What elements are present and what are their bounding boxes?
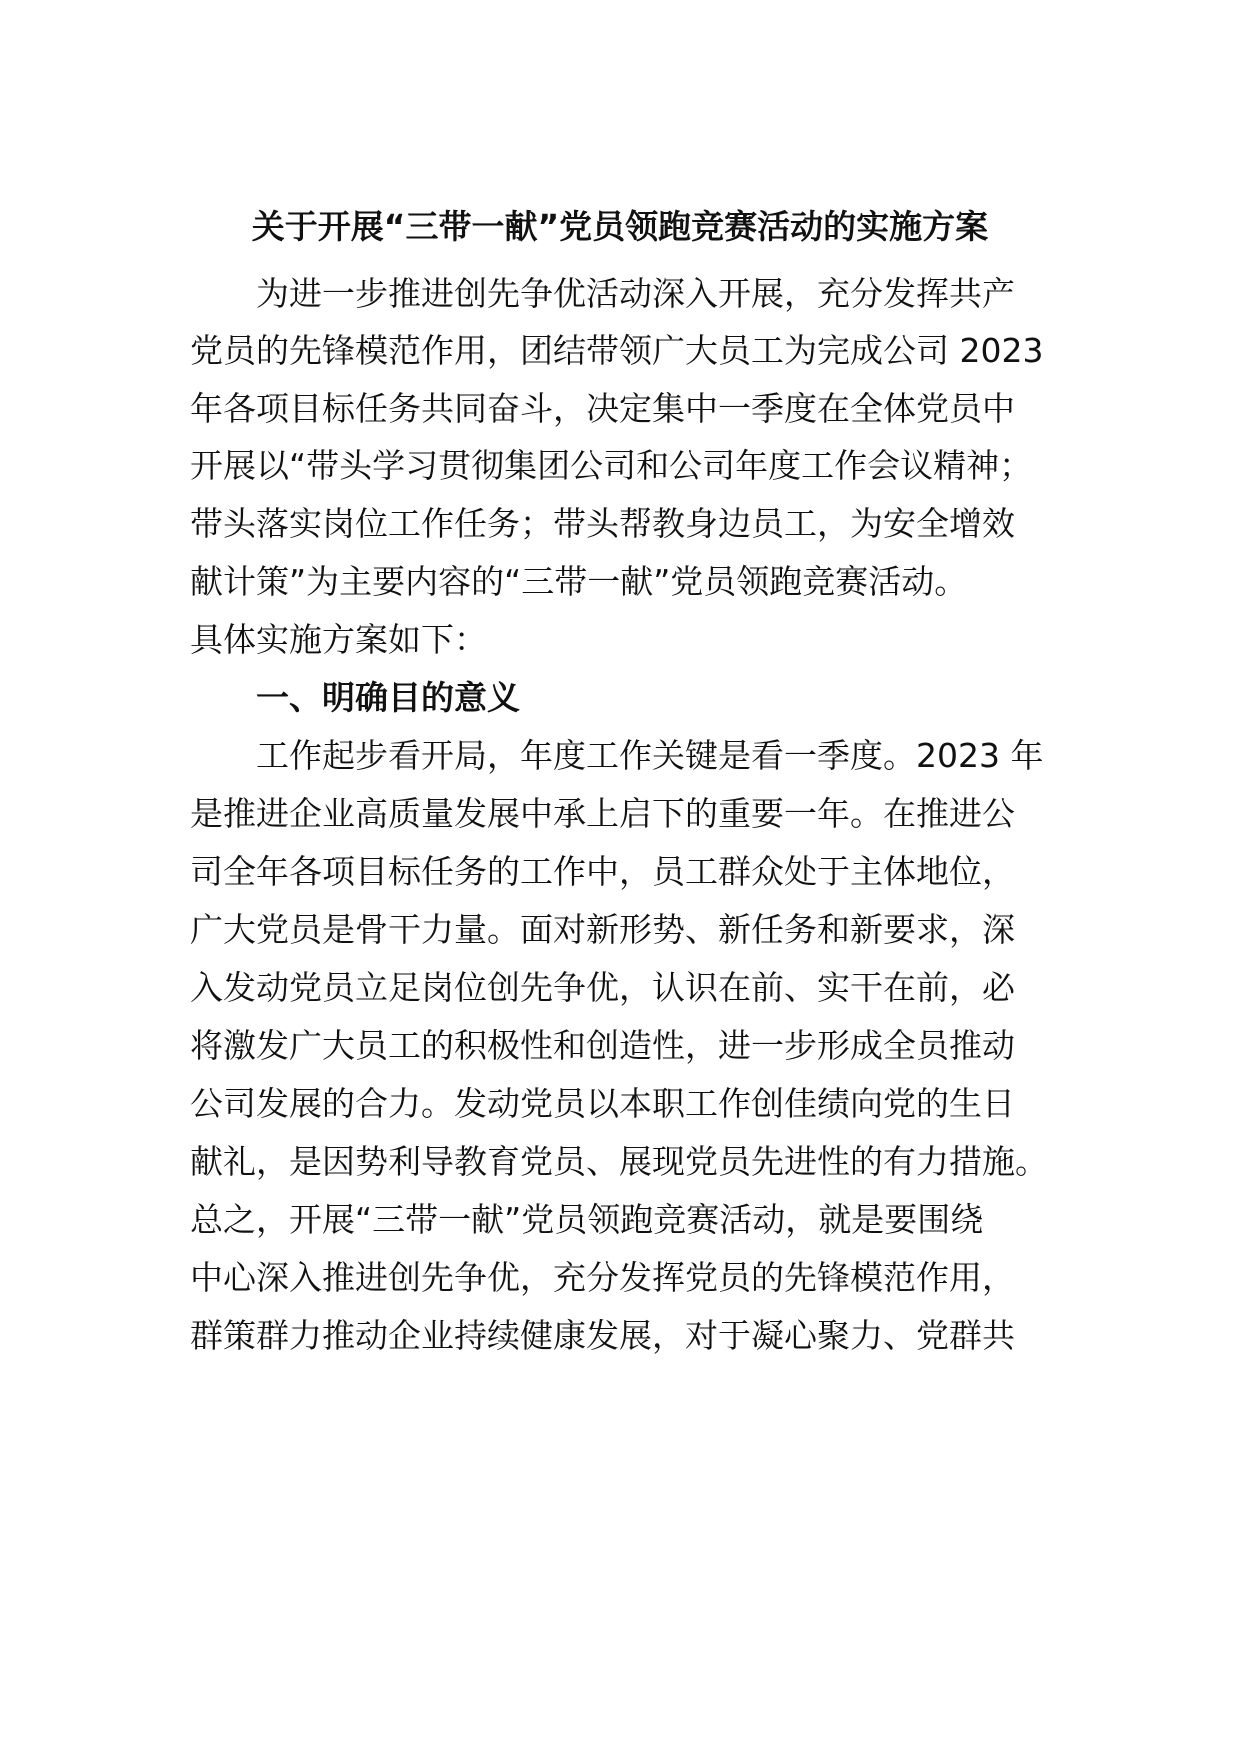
section1-line-11: 群策群力推动企业持续健康发展，对于凝心聚力、党群共 xyxy=(190,1316,1015,1355)
section1-line-7: 公司发展的合力。发动党员以本职工作创佳绩向党的生日 xyxy=(190,1084,1015,1123)
section-heading-1: 一、明确目的意义 xyxy=(256,678,520,717)
intro-line-5: 带头落实岗位工作任务；带头帮教身边员工，为安全增效 xyxy=(190,504,1015,543)
section1-line-4: 广大党员是骨干力量。面对新形势、新任务和新要求，深 xyxy=(190,910,1015,949)
section1-line-8: 献礼，是因势利导教育党员、展现党员先进性的有力措施。 xyxy=(190,1142,1048,1181)
section1-line-6: 将激发广大员工的积极性和创造性，进一步形成全员推动 xyxy=(190,1026,1015,1065)
section1-line-2: 是推进企业高质量发展中承上启下的重要一年。在推进公 xyxy=(190,794,1015,833)
intro-line-6: 献计策”为主要内容的“三带一献”党员领跑竞赛活动。 xyxy=(190,562,968,601)
section1-line-1: 工作起步看开局，年度工作关键是看一季度。2023 年 xyxy=(190,736,1044,775)
section1-line-9: 总之，开展“三带一献”党员领跑竞赛活动，就是要围绕 xyxy=(190,1200,984,1239)
section1-line-5: 入发动党员立足岗位创先争优，认识在前、实干在前，必 xyxy=(190,968,1015,1007)
intro-line-7: 具体实施方案如下： xyxy=(190,620,487,659)
intro-line-4: 开展以“带头学习贯彻集团公司和公司年度工作会议精神； xyxy=(190,446,1033,485)
section1-line-10: 中心深入推进创先争优，充分发挥党员的先锋模范作用， xyxy=(190,1258,1015,1297)
intro-line-2: 党员的先锋模范作用，团结带领广大员工为完成公司 2023 xyxy=(190,331,1044,370)
section1-line-3: 司全年各项目标任务的工作中，员工群众处于主体地位， xyxy=(190,852,1015,891)
intro-line-1: 为进一步推进创先争优活动深入开展，充分发挥共产 xyxy=(190,274,1015,313)
intro-line-3: 年各项目标任务共同奋斗，决定集中一季度在全体党员中 xyxy=(190,389,1015,428)
document-title: 关于开展“三带一献”党员领跑竞赛活动的实施方案 xyxy=(251,207,989,246)
